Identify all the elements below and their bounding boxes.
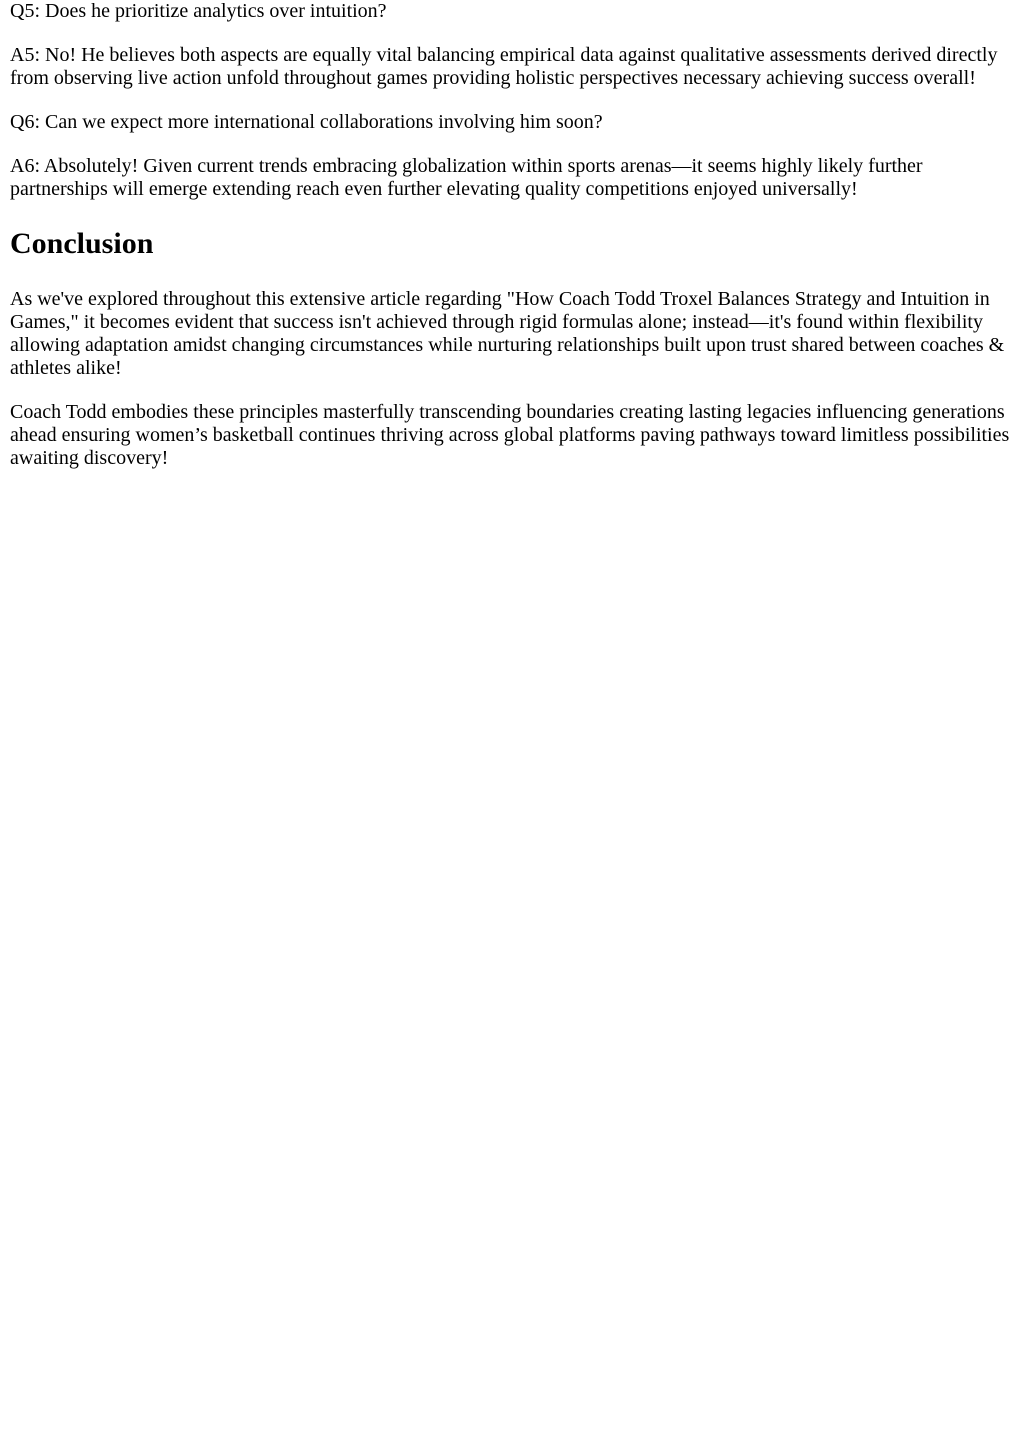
faq-question-5: Q5: Does he prioritize analytics over intuition? (10, 0, 387, 22)
faq-answer-6: A6: Absolutely! Given current trends embracing globalization within sports arenas—it seems highly likely further partnerships will emerge extending reach even further elevating quality competitions enjoyed universally! (10, 155, 923, 200)
conclusion-heading: Conclusion (10, 227, 154, 260)
article-body (0, 0, 1024, 470)
conclusion-paragraph-1: As we've explored throughout this extensive article regarding "How Coach Todd Troxel Balances Strategy and Intuition in Games," it becomes evident that success isn't achieved through rigid formulas alone; instead—it's found within flexibility allowing adaptation amidst changing circumstances while nurturing relationships built upon trust shared between coaches & athletes alike! (10, 288, 1005, 379)
faq-answer-5: A5: No! He believes both aspects are equally vital balancing empirical data against qualitative assessments derived directly from observing live action unfold throughout games providing holistic perspectives necessary achieving success overall! (10, 44, 998, 89)
conclusion-paragraph-2: Coach Todd embodies these principles masterfully transcending boundaries creating lasting legacies influencing generations ahead ensuring women’s basketball continues thriving across global platforms paving pathways toward limitless possibilities awaiting discovery! (10, 401, 1010, 469)
faq-question-6: Q6: Can we expect more international collaborations involving him soon? (10, 111, 603, 133)
